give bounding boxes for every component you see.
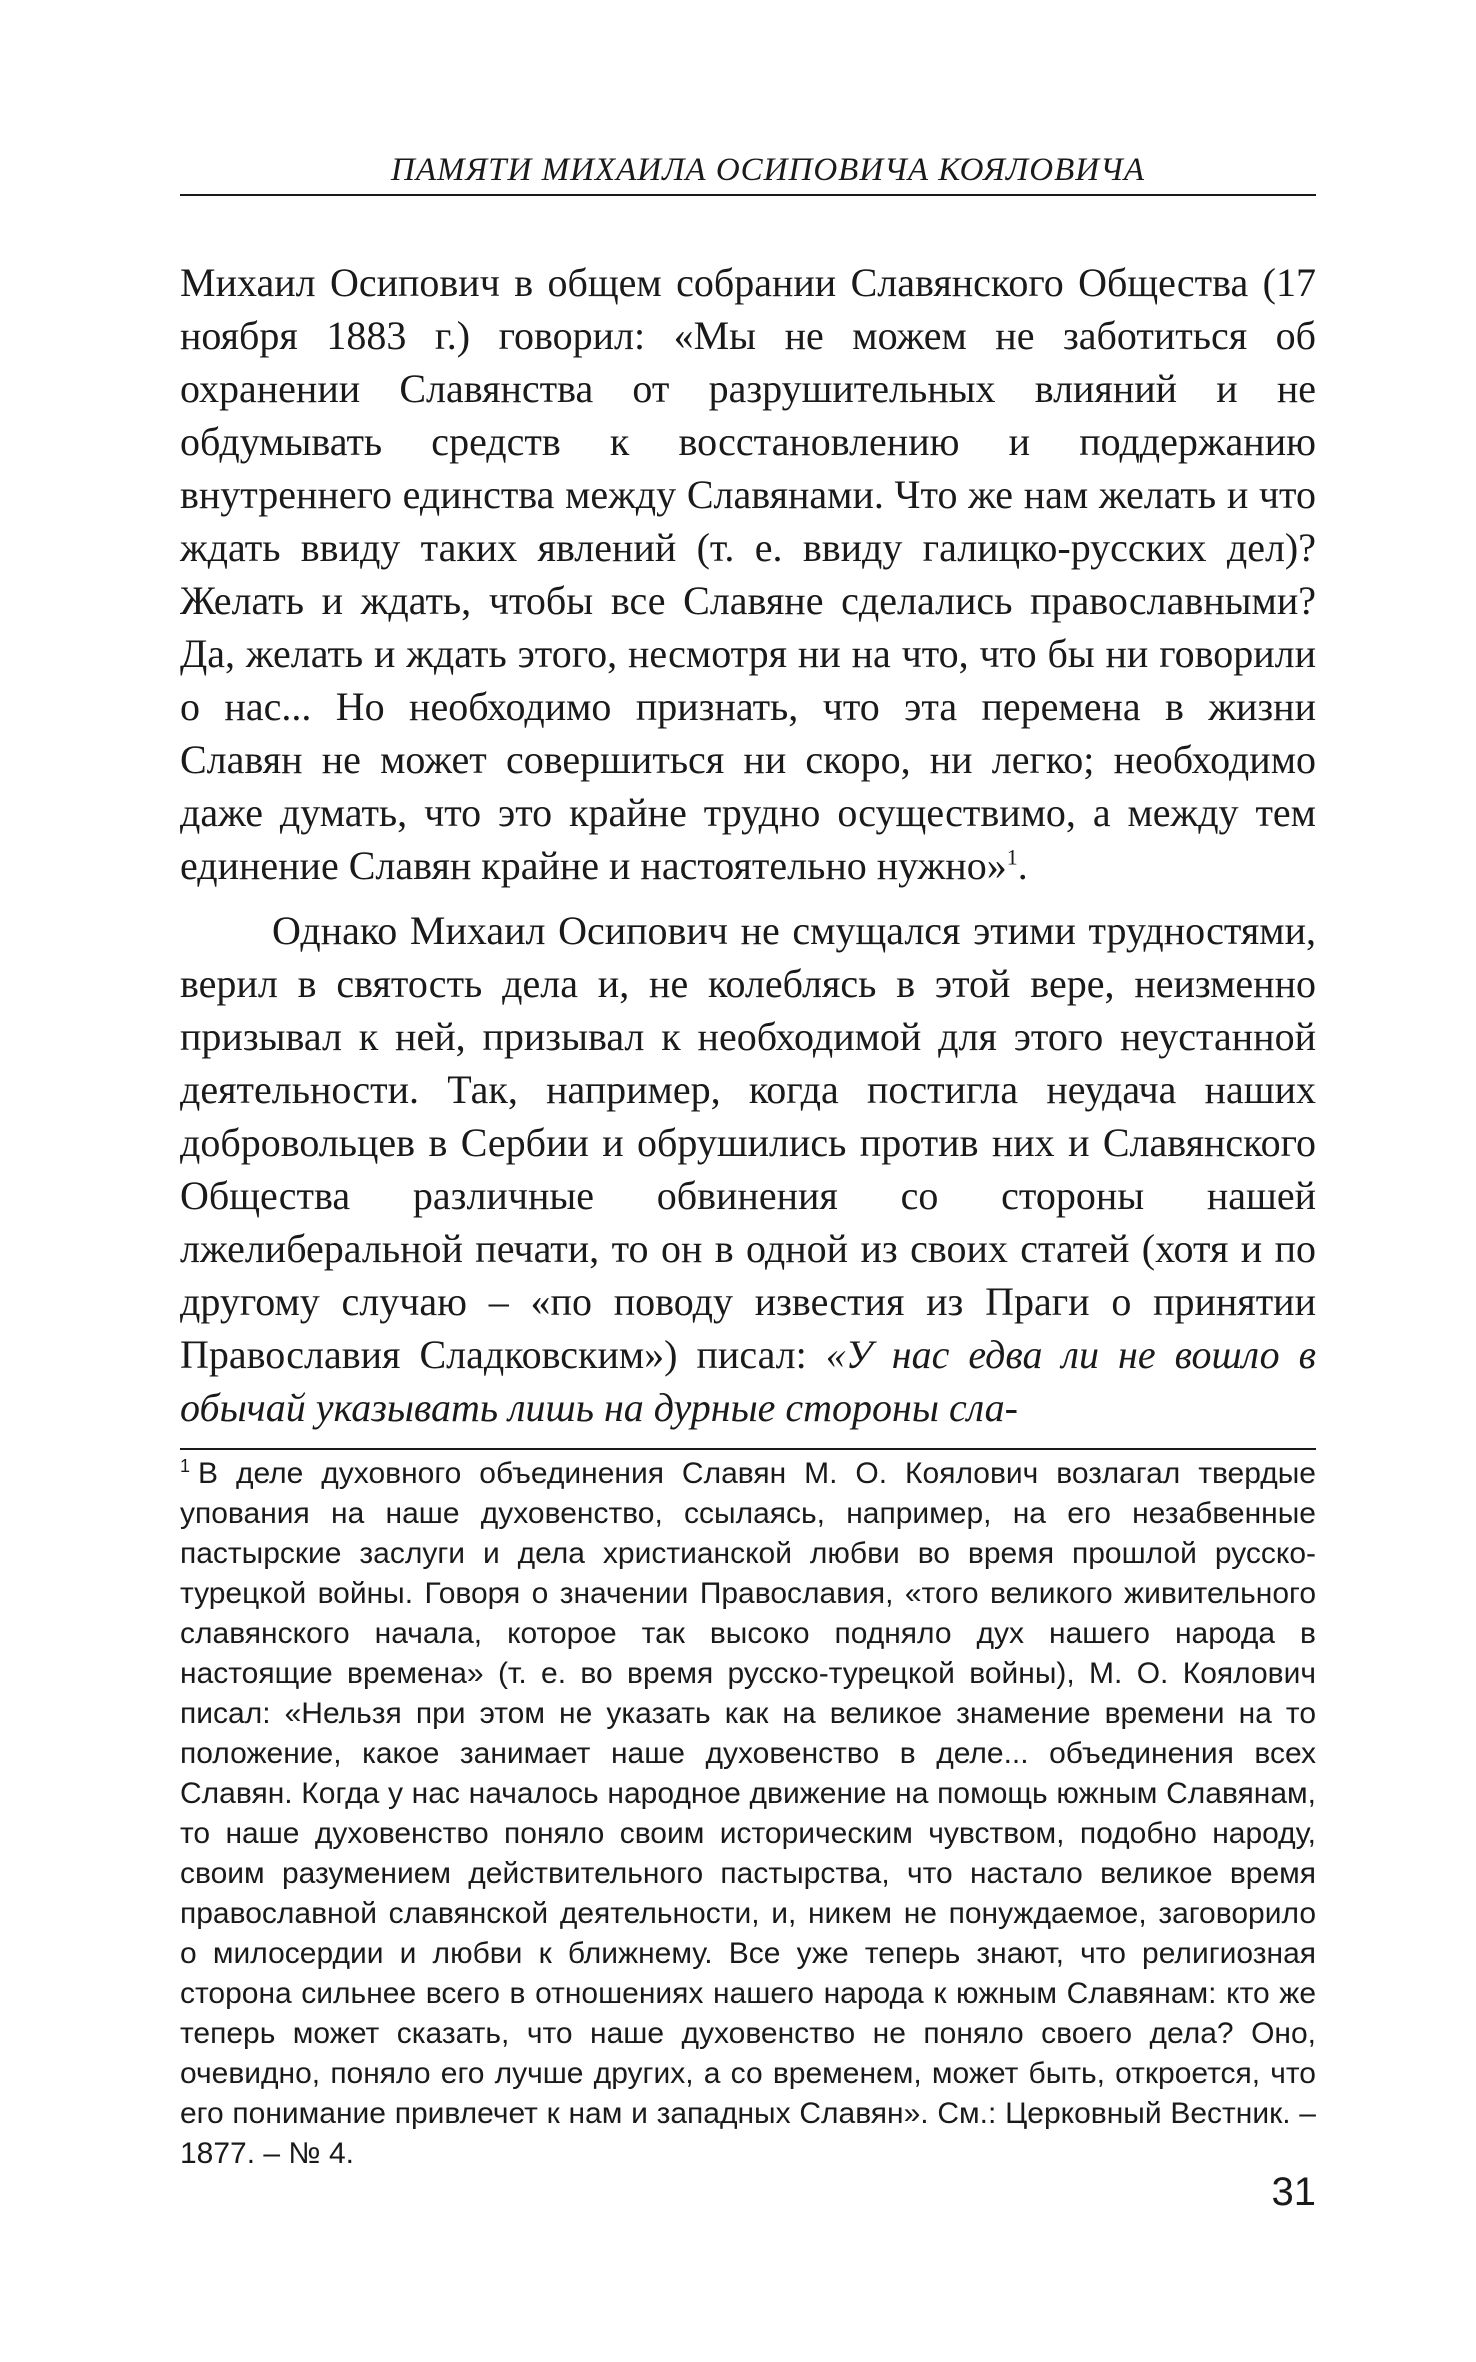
main-text	[180, 256, 1316, 1434]
book-page	[180, 150, 1316, 2250]
page-number: 31	[1271, 2170, 1316, 2214]
footnote	[180, 1454, 1316, 2174]
footnote-marker: 1	[180, 1456, 191, 1476]
paragraph-1: Михаил Осипович в общем собрании Славянского Общества (17 ноября 1883 г.) говорил: «Мы не можем не заботиться об охранении Славянства от разрушительных влияний и не обдумывать средств к восстановлению и поддержанию внутреннего единства между Славянами. Что же нам желать и что ждать ввиду таких явлений (т. е. ввиду галицко-русских дел)? Желать и ждать, чтобы все Славяне сделались православными? Да, желать и ждать этого, несмотря ни на что, что бы ни говорили о нас... Но необходимо признать, что эта перемена в жизни Славян не может совершиться ни скоро, ни легко; необходимо даже думать, что это крайне трудно осуществимо, а между тем единение Славян крайне и настоятельно нужно»$^1$.	[180, 260, 1316, 888]
paragraph-2	[180, 904, 1316, 1434]
footnote-rule	[180, 1448, 1316, 1450]
header-rule	[180, 194, 1316, 196]
footnote-reference: 1	[1006, 844, 1018, 870]
paragraph-2-italic-quote: «У нас едва ли не вошло в обычай указывать лишь на дурные стороны сла-	[180, 1332, 1316, 1430]
paragraph-1-text: Михаил Осипович в общем собрании Славянского Общества (17 ноября 1883 г.) говорил: «Мы не можем не заботиться об охранении Славянства от разрушительных влияний и не обдумывать средств к восстановлению и поддержанию внутреннего единства между Славянами. Что же нам желать и что ждать ввиду таких явлений (т. е. ввиду галицко-русских дел)? Желать и ждать, чтобы все Славяне сделались православными? Да, желать и ждать этого, несмотря ни на что, что бы ни говорили о нас... Но необходимо признать, что эта перемена в жизни Славян не может совершиться ни скоро, ни легко; необходимо даже думать, что это крайне трудно осуществимо, а между тем единение Славян крайне и настоятельно нужно»	[180, 260, 1316, 888]
running-title: ПАМЯТИ МИХАИЛА ОСИПОВИЧА КОЯЛОВИЧА	[391, 152, 1145, 188]
footnote-text: В деле духовного объединения Славян М. О. Коялович возлагал твердые упования на наше духовенство, ссылаясь, например, на его незабвенные пастырские заслуги и дела христианской любви во время прошлой русско-турецкой войны. Говоря о значении Православия, «того великого живительного славянского начала, которое так высоко подняло дух нашего народа в настоящие времена» (т. е. во время русско-турецкой войны), М. О. Коялович писал: «Нельзя при этом не указать как на великое знамение времени на то положение, какое занимает наше духовенство в деле... объединения всех Славян. Когда у нас началось народное движение на помощь южным Славянам, то наше духовенство поняло своим историческим чувством, подобно народу, своим разумением действительного пастырства, что настало великое время православной славянской деятельности, и, никем не понуждаемое, заговорило о милосердии и любви к ближнему. Все уже теперь знают, что религиозная сторона сильнее всего в отношениях нашего народа к южным Славянам: кто же теперь может сказать, что наше духовенство не поняло своего дела? Оно, очевидно, поняло его лучше других, а со временем, может быть, откроется, что его понимание привлечет к нам и западных Славян». См.: Церковный Вестник. – 1877. – № 4.	[180, 1457, 1316, 2170]
paragraph-2-text: Однако Михаил Осипович не смущался этими трудностями, верил в святость дела и, не колеблясь в этой вере, неизменно призывал к ней, призывал к необходимой для этого неустанной деятельности. Так, например, когда постигла неудача наших добровольцев в Сербии и обрушились против них и Славянского Общества различные обвинения со стороны нашей лжелиберальной печати, то он в одной из своих статей (хотя и по другому случаю – «по поводу известия из Праги о принятии Православия Сладковским») писал:	[180, 908, 1316, 1377]
